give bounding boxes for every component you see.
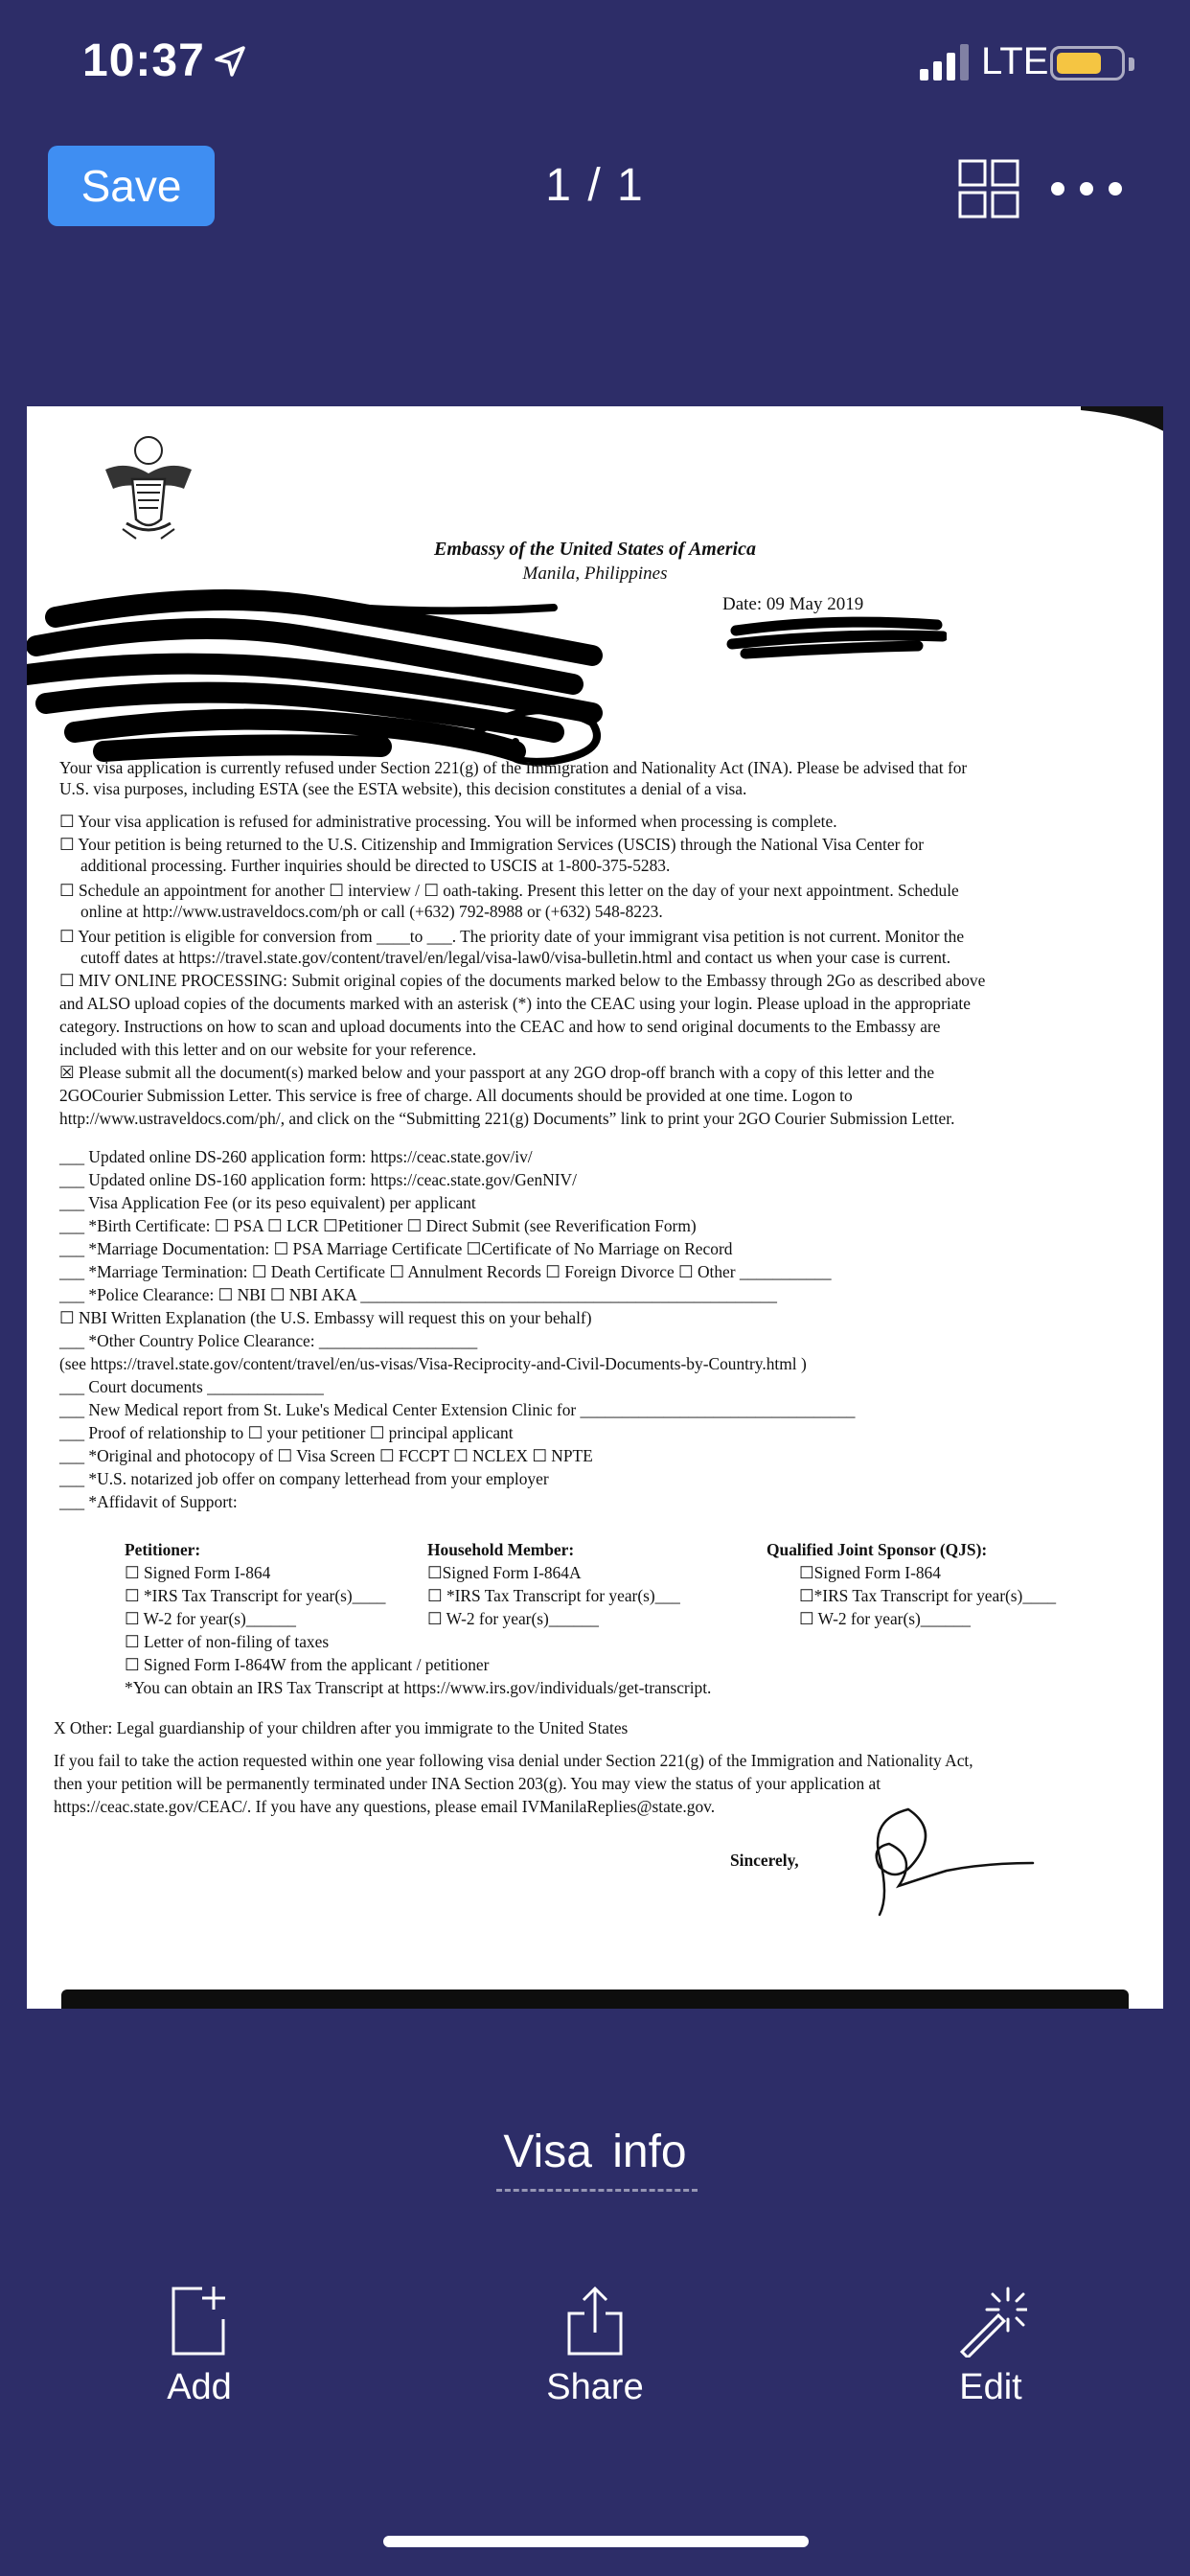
qjs-item: ☐Signed Form I-864: [799, 1563, 941, 1582]
edit-button[interactable]: [904, 2285, 1077, 2407]
document-item: ___ New Medical report from St. Luke's Medical Center Extension Clinic for _________________________________: [59, 1400, 856, 1419]
document-item: ___ Proof of relationship to ☐ your petitioner ☐ principal applicant: [59, 1423, 514, 1442]
petitioner-item: ☐ W-2 for year(s)______: [125, 1609, 296, 1628]
document-page[interactable]: [27, 406, 1163, 2009]
petitioner-item: ☐ Signed Form I-864W from the applicant / petitioner: [125, 1655, 490, 1674]
option-line: additional processing. Further inquiries should be directed to USCIS at 1-800-375-5283.: [80, 856, 671, 875]
status-time: 10:37: [82, 35, 205, 86]
household-item: ☐ *IRS Tax Transcript for year(s)___: [427, 1586, 680, 1605]
document-item: ___ Court documents ______________: [59, 1377, 324, 1396]
option-line: ☐ Your visa application is refused for administrative processing. You will be informed when processing is complete.: [59, 812, 837, 831]
option-line: cutoff dates at https://travel.state.gov/content/travel/en/legal/visa-law0/visa-bulletin.html and contact us when your case is current.: [80, 948, 951, 967]
closing-line: https://ceac.state.gov/CEAC/. If you have any questions, please email IVManilaReplies@state.gov.: [54, 1797, 716, 1816]
embassy-location: Manila, Philippines: [522, 564, 668, 584]
page-indicator: 1 / 1: [545, 160, 645, 211]
document-item: ___ Updated online DS-260 application form: https://ceac.state.gov/iv/: [59, 1147, 533, 1166]
add-page-icon: [170, 2285, 229, 2358]
share-icon: [565, 2285, 625, 2358]
closing-line: then your petition will be permanently terminated under INA Section 203(g). You may view the status of your application at: [54, 1774, 881, 1793]
home-indicator[interactable]: [383, 2536, 809, 2547]
magic-wand-icon: [954, 2285, 1027, 2358]
qjs-item: ☐ W-2 for year(s)______: [799, 1609, 971, 1628]
body-line: U.S. visa purposes, including ESTA (see the ESTA website), this decision constitutes a denial of a visa.: [59, 779, 747, 798]
qjs-heading: Qualified Joint Sponsor (QJS):: [767, 1540, 988, 1559]
share-label: Share: [546, 2367, 644, 2407]
battery-tip: [1129, 58, 1134, 71]
sign-off: Sincerely,: [730, 1851, 799, 1870]
household-heading: Household Member:: [427, 1540, 575, 1559]
petitioner-item: ☐ Signed Form I-864: [125, 1563, 271, 1582]
option-line: category. Instructions on how to scan and upload documents into the CEAC and how to send original documents to the Embassy are: [59, 1017, 941, 1036]
save-button[interactable]: Save: [48, 146, 215, 226]
option-line: and ALSO upload copies of the documents marked with an asterisk (*) into the CEAC using your login. Please upload in the appropriate: [59, 994, 971, 1013]
redaction-scribble-case: [726, 611, 947, 659]
status-bar: [0, 0, 1190, 134]
add-label: Add: [167, 2367, 232, 2407]
embassy-heading: Embassy of the United States of America: [434, 539, 756, 560]
title-underline: [496, 2189, 698, 2192]
document-item: ___ *Police Clearance: ☐ NBI ☐ NBI AKA __________________________________________________: [59, 1285, 777, 1304]
document-item: ☐ NBI Written Explanation (the U.S. Embassy will request this on your behalf): [59, 1308, 592, 1327]
option-line: http://www.ustraveldocs.com/ph/, and click on the “Submitting 221(g) Documents” link to print your 2GO Courier Submission Letter.: [59, 1109, 955, 1128]
option-line: included with this letter and on our website for your reference.: [59, 1040, 477, 1059]
document-item: ___ *Affidavit of Support:: [59, 1492, 238, 1511]
redaction-scribble-address: [27, 579, 650, 780]
petitioner-item: ☐ *IRS Tax Transcript for year(s)____: [125, 1586, 386, 1605]
option-line: ☐ Your petition is eligible for conversion from ____to ___. The priority date of your immigrant visa petition is not current. Monitor the: [59, 927, 965, 946]
location-arrow-icon: [213, 44, 247, 79]
share-button[interactable]: [509, 2285, 681, 2407]
household-item: ☐ W-2 for year(s)______: [427, 1609, 599, 1628]
document-item: ___ Visa Application Fee (or its peso equivalent) per applicant: [59, 1193, 476, 1212]
add-button[interactable]: [113, 2285, 286, 2407]
option-line: online at http://www.ustraveldocs.com/ph or call (+632) 792-8988 or (+632) 548-8223.: [80, 902, 663, 921]
scan-shadow: [1081, 406, 1163, 433]
grid-icon[interactable]: [958, 159, 1019, 218]
document-item: ___ *Original and photocopy of ☐ Visa Screen ☐ FCCPT ☐ NCLEX ☐ NPTE: [59, 1446, 593, 1465]
document-title[interactable]: Visa info: [503, 2127, 687, 2177]
petitioner-heading: Petitioner:: [125, 1540, 201, 1559]
irs-note: *You can obtain an IRS Tax Transcript at https://www.irs.gov/individuals/get-transcript.: [125, 1678, 712, 1697]
signal-icon: [920, 44, 970, 80]
document-item: ___ *Marriage Documentation: ☐ PSA Marriage Certificate ☐Certificate of No Marriage on Record: [59, 1239, 733, 1258]
network-label: LTE: [981, 40, 1049, 82]
document-item: ___ *Marriage Termination: ☐ Death Certificate ☐ Annulment Records ☐ Foreign Divorce ☐ Other ___________: [59, 1262, 832, 1281]
option-line: ☐ MIV ONLINE PROCESSING: Submit original copies of the documents marked below to the Embassy through 2Go as described above: [59, 971, 986, 990]
letter-date: Date: 09 May 2019: [722, 594, 864, 614]
qjs-item: ☐*IRS Tax Transcript for year(s)____: [799, 1586, 1057, 1605]
document-item: (see https://travel.state.gov/content/travel/en/us-visas/Visa-Reciprocity-and-Civil-Documents-by-Country.html ): [59, 1354, 807, 1373]
document-item: ___ *Birth Certificate: ☐ PSA ☐ LCR ☐Petitioner ☐ Direct Submit (see Reverification Form): [59, 1216, 697, 1235]
document-item: ___ *U.S. notarized job offer on company letterhead from your employer: [59, 1469, 549, 1488]
document-item: ___ Updated online DS-160 application form: https://ceac.state.gov/GenNIV/: [59, 1170, 577, 1189]
option-line: ☐ Schedule an appointment for another ☐ interview / ☐ oath-taking. Present this letter on the day of your next appointment. Schedule: [59, 881, 959, 900]
edit-label: Edit: [959, 2367, 1022, 2407]
battery-icon: [1050, 46, 1125, 80]
body-line: Your visa application is currently refused under Section 221(g) of the Immigration and Nationality Act (INA). Please be advised that for: [59, 758, 968, 777]
petitioner-item: ☐ Letter of non-filing of taxes: [125, 1632, 330, 1651]
option-line: 2GOCourier Submission Letter. This service is free of charge. All documents should be provided at one time. Logon to: [59, 1086, 853, 1105]
other-line: X Other: Legal guardianship of your children after you immigrate to the United States: [54, 1718, 629, 1737]
closing-line: If you fail to take the action requested within one year following visa denial under Section 221(g) of the Immigration and Nationality Act,: [54, 1751, 973, 1770]
document-item: ___ *Other Country Police Clearance: ___________________: [59, 1331, 478, 1350]
seal-icon: [98, 431, 199, 540]
household-item: ☐Signed Form I-864A: [427, 1563, 582, 1582]
scan-shadow-bottom: [61, 1990, 1129, 2009]
option-line: ☐ Your petition is being returned to the U.S. Citizenship and Immigration Services (USCIS) through the National Visa Center for: [59, 835, 924, 854]
signature: [841, 1800, 1052, 1924]
option-line: ☒ Please submit all the document(s) marked below and your passport at any 2GO drop-off branch with a copy of this letter and the: [59, 1063, 935, 1082]
more-icon[interactable]: [1048, 174, 1125, 203]
